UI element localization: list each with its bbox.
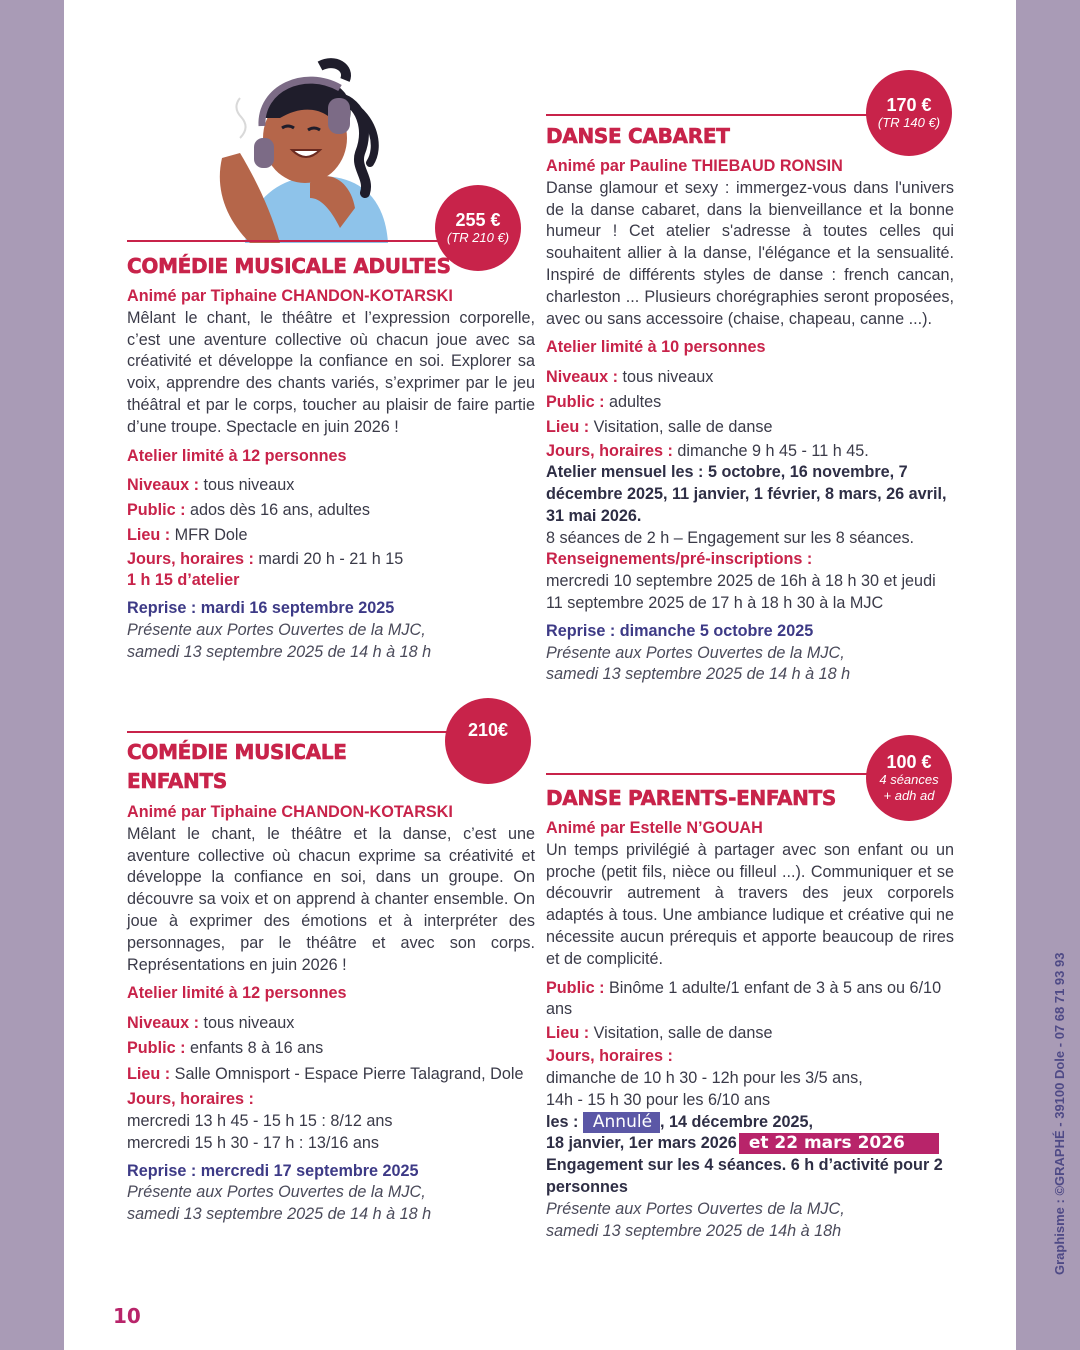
- lieu-row: Lieu : Visitation, salle de danse: [546, 1024, 773, 1043]
- open-day-note: samedi 13 septembre 2025 de 14 h à 18 h: [127, 1205, 432, 1224]
- section-title: COMÉDIE MUSICALE ENFANTS: [127, 740, 347, 793]
- session-dates: Atelier mensuel les : 5 octobre, 16 novembre, 7 décembre 2025, 11 janvier, 1 février, 8 mars, 26 avril, 31 mai 2026.: [546, 463, 947, 525]
- public-row: Public : ados dès 16 ans, adultes: [127, 501, 370, 520]
- schedule-line: mercredi 15 h 30 - 17 h : 13/16 ans: [127, 1133, 379, 1152]
- session-dates-line-2: 18 janvier, 1er mars 2026 et 22 mars 2026: [546, 1133, 954, 1155]
- section-title: COMÉDIE MUSICALE ADULTES: [127, 254, 451, 278]
- lieu-row: Lieu : Visitation, salle de danse: [546, 418, 773, 437]
- animator: Animé par Estelle N’GOUAH: [546, 819, 763, 837]
- open-day-note: Présente aux Portes Ouvertes de la MJC,: [546, 643, 845, 662]
- open-day-note: samedi 13 septembre 2025 de 14h à 18h: [546, 1221, 842, 1240]
- added-date-badge: et 22 mars 2026: [739, 1133, 939, 1154]
- section-body: [127, 286, 535, 664]
- description: Mêlant le chant, le théâtre et la danse, c’est une aventure collective où chacun exprime sa créativité et développe la confiance en soi, dans un groupe. On découvre sa voix et on apprend à chanter ensemble. On joue à exprimer des émotions et à interpréter des personnages, par le théâtre et avec son corps. Représentations en juin 2026 !: [127, 824, 535, 974]
- section-title: DANSE CABARET: [546, 124, 730, 148]
- reprise-date: Reprise : mardi 16 septembre 2025: [127, 599, 395, 618]
- description: Mêlant le chant, le théâtre et l’expression corporelle, c’est une aventure collective où chacun joue avec sa créativité et développe la confiance en soi. Explorer sa voix, apprendre des chants variés, s’exprimer par le jeu théâtral et par le corps, toucher au plaisir de faire partie d’une troupe. Spectacle en juin 2026 !: [127, 308, 535, 436]
- reprise-date: Reprise : dimanche 5 octobre 2025: [546, 621, 814, 640]
- session-dates-line-1: les : Annulé , 14 décembre 2025,: [546, 1111, 814, 1132]
- woman-headphones-illustration: [210, 58, 395, 243]
- public-row: Public : enfants 8 à 16 ans: [127, 1039, 324, 1058]
- price-reduced: (TR 140 €): [877, 115, 941, 130]
- price-amount: 170 €: [886, 95, 932, 115]
- duration: 1 h 15 d’atelier: [127, 571, 240, 590]
- section-body: [546, 818, 954, 1242]
- price-amount: 210€: [467, 720, 509, 740]
- jours-label: Jours, horaires :: [127, 1090, 254, 1109]
- jours-label: Jours, horaires :: [546, 1047, 673, 1066]
- section-rule: [546, 114, 876, 116]
- price-badge: [866, 735, 952, 821]
- public-row: Public : adultes: [546, 393, 662, 412]
- schedule-line: 14h - 15 h 30 pour les 6/10 ans: [546, 1090, 771, 1109]
- description: Un temps privilégié à partager avec son enfant ou un proche (petit fils, nièce ou filleul ...). Communiquer et se découvrir autrement à travers des jeux corporels adaptés à tous. Une ambiance ludique et créative qui ne nécessite aucun prérequis et apporte beaucoup de rires et de complicité.: [546, 840, 954, 968]
- lieu-row: Lieu : MFR Dole: [127, 526, 248, 545]
- price-amount: 255 €: [455, 210, 501, 230]
- niveaux-row: Niveaux : tous niveaux: [546, 368, 714, 387]
- public-row: Public : Binôme 1 adulte/1 enfant de 3 à 5 ans ou 6/10 ans: [546, 978, 942, 1019]
- registration-info: mercredi 10 septembre 2025 de 16h à 18 h 30 et jeudi 11 septembre 2025 de 17 h à 18 h 30 à la MJC: [546, 572, 936, 612]
- design-credit: Graphisme : ©GRAPHÉ - 39100 Dole - 07 68 71 93 93: [1052, 952, 1067, 1275]
- open-day-note: Présente aux Portes Ouvertes de la MJC,: [127, 1183, 426, 1202]
- niveaux-row: Niveaux : tous niveaux: [127, 1014, 295, 1033]
- open-day-note: samedi 13 septembre 2025 de 14 h à 18 h: [546, 665, 851, 684]
- open-day-note: Présente aux Portes Ouvertes de la MJC,: [546, 1199, 845, 1218]
- open-day-note: Présente aux Portes Ouvertes de la MJC,: [127, 620, 426, 639]
- lieu-row: Lieu : Salle Omnisport - Espace Pierre Talagrand, Dole: [127, 1065, 524, 1084]
- registration-label: Renseignements/pré-inscriptions :: [546, 550, 813, 569]
- capacity-limit: Atelier limité à 12 personnes: [127, 984, 347, 1003]
- schedule-line: dimanche de 10 h 30 - 12h pour les 3/5 ans,: [546, 1068, 863, 1087]
- schedule-line: mercredi 13 h 45 - 15 h 15 : 8/12 ans: [127, 1111, 393, 1130]
- section-rule: [127, 240, 447, 242]
- section-rule: [127, 731, 447, 733]
- session-count: 8 séances de 2 h – Engagement sur les 8 séances.: [546, 528, 915, 547]
- open-day-note: samedi 13 septembre 2025 de 14 h à 18 h: [127, 642, 432, 661]
- animator: Animé par Tiphaine CHANDON-KOTARSKI: [127, 803, 453, 821]
- page-number: 10: [113, 1304, 141, 1328]
- niveaux-row: Niveaux : tous niveaux: [127, 476, 295, 495]
- cancelled-badge: Annulé: [583, 1112, 660, 1133]
- section-title: DANSE PARENTS-ENFANTS: [546, 786, 837, 810]
- jours-row: Jours, horaires : mardi 20 h - 21 h 15: [127, 550, 404, 569]
- description: Danse glamour et sexy : immergez-vous dans l'univers de la danse cabaret, dans la bienveillance et la bonne humeur ! Cet atelier s'adresse à toutes celles qui souhaitent allier à la danse, l'élégance et la sensualité. Inspiré de différents styles de danse : french cancan, charleston ... Plusieurs chorégraphies seront proposées, avec ou sans accessoire (chaise, chapeau, canne ...).: [546, 178, 954, 328]
- section-body: [546, 156, 954, 686]
- price-reduced: (TR 210 €): [446, 230, 510, 245]
- animator: Animé par Tiphaine CHANDON-KOTARSKI: [127, 287, 453, 305]
- price-detail: + adh ad: [883, 788, 935, 803]
- section-rule: [546, 773, 876, 775]
- price-badge: [866, 70, 952, 156]
- section-body: [127, 802, 535, 1226]
- price-badge: [445, 698, 531, 784]
- jours-row: Jours, horaires : dimanche 9 h 45 - 11 h 45.: [546, 442, 869, 461]
- price-amount: 100 €: [886, 752, 932, 772]
- capacity-limit: Atelier limité à 10 personnes: [546, 338, 766, 357]
- reprise-date: Reprise : mercredi 17 septembre 2025: [127, 1161, 419, 1180]
- engagement: Engagement sur les 4 séances. 6 h d’activité pour 2 personnes: [546, 1156, 943, 1196]
- animator: Animé par Pauline THIEBAUD RONSIN: [546, 157, 843, 175]
- price-detail: 4 séances: [879, 772, 939, 787]
- capacity-limit: Atelier limité à 12 personnes: [127, 446, 347, 465]
